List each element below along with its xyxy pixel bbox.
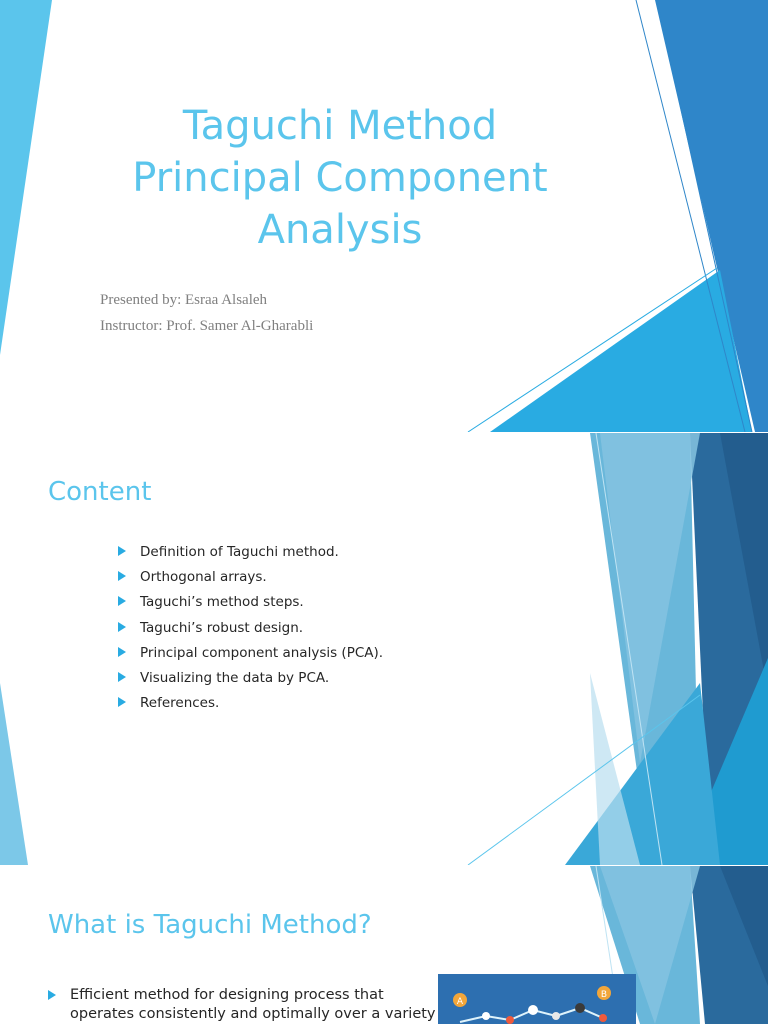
title-line: Taguchi Method xyxy=(182,103,498,149)
list-item-text: Taguchi’s method steps. xyxy=(140,594,304,611)
title-line: Analysis xyxy=(257,207,423,253)
bullet-arrow-icon xyxy=(118,672,126,682)
list-item xyxy=(118,644,383,669)
bullet-arrow-icon xyxy=(118,647,126,657)
presenter-text: Presented by: Esraa Alsaleh xyxy=(100,292,268,308)
list-item-text: Definition of Taguchi method. xyxy=(140,544,339,560)
label-a: A xyxy=(456,997,464,1007)
process-illustration xyxy=(438,974,636,1024)
presentation-title xyxy=(90,100,590,256)
list-item-text: Visualizing the data by PCA. xyxy=(140,669,330,686)
list-item xyxy=(118,619,383,644)
label-b: B xyxy=(600,990,608,1000)
content-slide xyxy=(0,433,768,865)
title-line: Principal Component xyxy=(132,155,548,201)
bullet-arrow-icon xyxy=(118,596,126,606)
list-item-text: References. xyxy=(140,695,220,712)
list-item xyxy=(118,694,383,719)
definition-text: Efficient method for designing process that operates consistently and optimally over a variety xyxy=(70,987,436,1022)
bullet-arrow-icon xyxy=(118,546,126,556)
bullet-arrow-icon xyxy=(118,622,126,632)
bullet-arrow-icon xyxy=(48,990,56,1000)
instructor-text: Instructor: Prof. Samer Al-Gharabli xyxy=(100,318,314,334)
process-flow-icon xyxy=(438,974,636,1024)
list-item-text: Principal component analysis (PCA). xyxy=(140,644,384,661)
list-item xyxy=(118,669,383,694)
bullet-arrow-icon xyxy=(118,571,126,581)
definition-bullet xyxy=(48,986,438,1024)
list-item xyxy=(118,568,383,593)
list-item xyxy=(118,543,383,568)
bullet-arrow-icon xyxy=(118,697,126,707)
taguchi-slide xyxy=(0,866,768,1024)
list-item-text: Orthogonal arrays. xyxy=(140,569,267,586)
title-slide xyxy=(0,0,768,432)
list-item xyxy=(118,593,383,618)
content-list xyxy=(118,543,383,719)
content-heading: Content xyxy=(48,477,152,507)
list-item-text: Taguchi’s robust design. xyxy=(140,619,304,636)
taguchi-heading: What is Taguchi Method? xyxy=(48,910,372,940)
